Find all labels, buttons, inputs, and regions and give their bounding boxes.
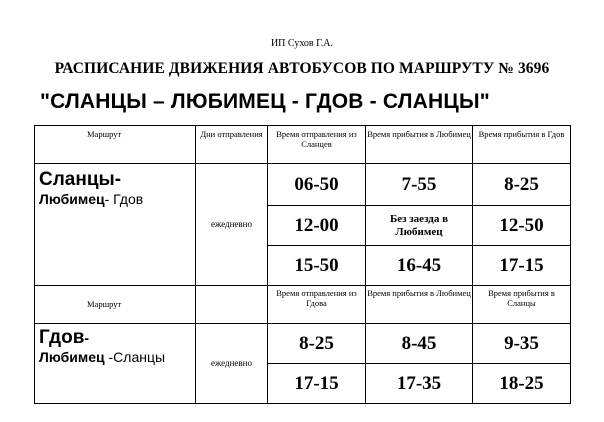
- s1-r2-arrival-lyubimets: Без заезда в Любимец: [366, 206, 473, 246]
- s1-route-line1: Сланцы-: [39, 169, 122, 190]
- s1-header-days: Дни отправления: [196, 126, 268, 164]
- s1-header-route: Маршрут: [35, 126, 196, 164]
- s2-header-arrival-slantsy: Время прибытия в Сланцы: [473, 286, 571, 324]
- s1-r3-departure: 15-50: [268, 246, 366, 286]
- s2-route-line1-suffix: -: [84, 330, 90, 346]
- s1-route-line2-rest: - Гдов: [104, 190, 144, 207]
- s2-route-line1: [39, 328, 195, 349]
- s1-r3-arrival-lyubimets: 16-45: [366, 246, 473, 286]
- s2-header-arrival-lyubimets: Время прибытия в Любимец: [366, 286, 473, 324]
- s2-header-days-empty: [196, 286, 268, 324]
- s2-r1-departure: 8-25: [268, 324, 366, 364]
- organization-name: ИП Сухов Г.А.: [270, 38, 334, 49]
- s2-route-line2-bold: Любимец: [39, 348, 105, 365]
- s2-route-line1-text: Гдов: [39, 327, 85, 348]
- schedule-table: [34, 125, 571, 404]
- s1-route-line2-bold: Любимец: [39, 190, 105, 207]
- s1-header-arrival-lyubimets: Время прибытия в Любимец: [366, 126, 473, 164]
- s1-r1-departure: 06-50: [268, 164, 366, 206]
- s1-r3-arrival-gdov: 17-15: [473, 246, 571, 286]
- section2-header-row: [35, 286, 571, 324]
- section1-header-row: [35, 126, 571, 164]
- s2-r1-arrival-lyubimets: 8-45: [366, 324, 473, 364]
- s1-route-line2: [39, 191, 195, 208]
- schedule-title: РАСПИСАНИЕ ДВИЖЕНИЯ АВТОБУСОВ ПО МАРШРУТУ № 3696: [54, 60, 550, 77]
- s1-r2-departure: 12-00: [268, 206, 366, 246]
- route-title: "СЛАНЦЫ – ЛЮБИМЕЦ - ГДОВ - СЛАНЦЫ": [40, 90, 490, 113]
- s2-r2-arrival-slantsy: 18-25: [473, 364, 571, 404]
- s1-r1-arrival-lyubimets: 7-55: [366, 164, 473, 206]
- s2-days: ежедневно: [196, 324, 268, 404]
- s1-header-departure: Время отправления из Сланцев: [268, 126, 366, 164]
- s1-r1-arrival-gdov: 8-25: [473, 164, 571, 206]
- s1-header-arrival-gdov: Время прибытия в Гдов: [473, 126, 571, 164]
- s1-r2-arrival-gdov: 12-50: [473, 206, 571, 246]
- s2-header-departure: Время отправления из Гдова: [268, 286, 366, 324]
- s2-r2-arrival-lyubimets: 17-35: [366, 364, 473, 404]
- s1-days: ежедневно: [196, 164, 268, 286]
- s2-route-name: [35, 324, 196, 404]
- s2-route-line2: [39, 349, 195, 366]
- s2-r1-arrival-slantsy: 9-35: [473, 324, 571, 364]
- s1-route-name: [35, 164, 196, 286]
- s1-row-1: [35, 164, 571, 206]
- s2-row-1: [35, 324, 571, 364]
- s2-header-route: Маршрут: [35, 286, 196, 324]
- s2-route-line2-rest: -Сланцы: [104, 348, 166, 365]
- s2-r2-departure: 17-15: [268, 364, 366, 404]
